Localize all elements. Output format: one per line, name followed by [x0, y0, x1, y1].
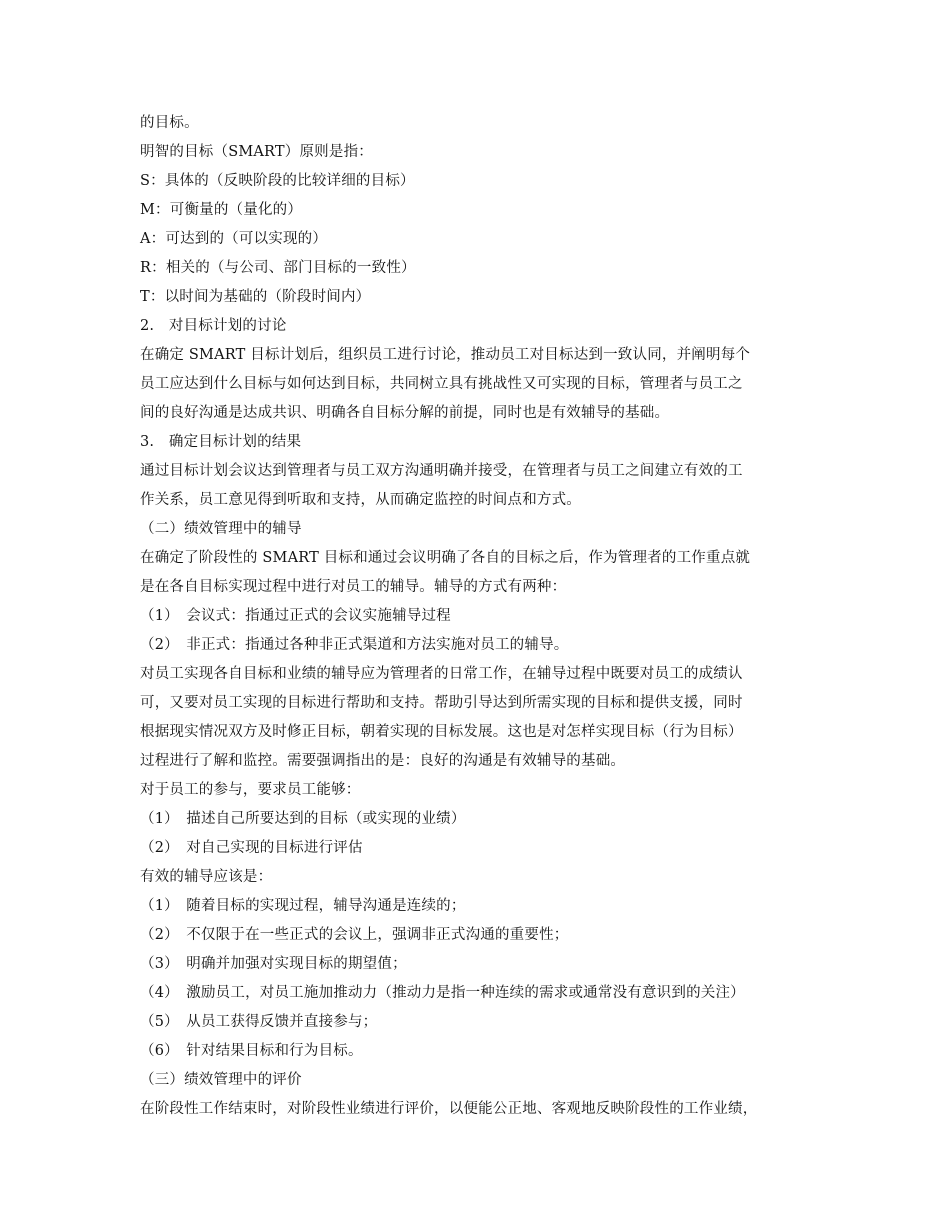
text-line: 对于员工的参与，要求员工能够：	[140, 782, 361, 798]
list-item: （4） 激励员工，对员工施加推动力（推动力是指一种连续的需求或通常没有意识到的关注）	[140, 985, 745, 1001]
text-line: S：具体的（反映阶段的比较详细的目标）	[140, 173, 415, 189]
list-item: （2） 对自己实现的目标进行评估	[140, 840, 363, 856]
text-line: 员工应达到什么目标与如何达到目标，共同树立具有挑战性又可实现的目标，管理者与员工之	[140, 376, 743, 392]
list-item: （2） 不仅限于在一些正式的会议上，强调非正式沟通的重要性；	[140, 927, 569, 943]
text-line: 明智的目标（SMART）原则是指：	[140, 144, 373, 160]
section-heading: （三）绩效管理中的评价	[140, 1072, 302, 1088]
list-item: （1） 会议式：指通过正式的会议实施辅导过程	[140, 608, 451, 624]
text-line: A：可达到的（可以实现的）	[140, 231, 328, 247]
list-item: （5） 从员工获得反馈并直接参与；	[140, 1014, 378, 1030]
text-line: T：以时间为基础的（阶段时间内）	[140, 289, 371, 305]
text-line: 在确定 SMART 目标计划后，组织员工进行讨论，推动员工对目标达到一致认同，并阐明每个	[140, 347, 751, 363]
text-line: 通过目标计划会议达到管理者与员工双方沟通明确并接受，在管理者与员工之间建立有效的工	[140, 463, 743, 479]
text-line: M：可衡量的（量化的）	[140, 202, 303, 218]
text-line: 间的良好沟通是达成共识、明确各自目标分解的前提，同时也是有效辅导的基础。	[140, 405, 670, 421]
list-item: （1） 描述自己所要达到的目标（或实现的业绩）	[140, 811, 466, 827]
section-heading: 2. 对目标计划的讨论	[140, 318, 287, 334]
list-item: （3） 明确并加强对实现目标的期望值；	[140, 956, 407, 972]
text-line: 在确定了阶段性的 SMART 目标和通过会议明确了各自的目标之后，作为管理者的工作重点就	[140, 550, 751, 566]
text-line: 是在各自目标实现过程中进行对员工的辅导。辅导的方式有两种：	[140, 579, 567, 595]
text-line: 对员工实现各自目标和业绩的辅导应为管理者的日常工作，在辅导过程中既要对员工的成绩认	[140, 666, 743, 682]
text-line: 根据现实情况双方及时修正目标，朝着实现的目标发展。这也是对怎样实现目标（行为目标）	[140, 724, 743, 740]
text-line: R：相关的（与公司、部门目标的一致性）	[140, 260, 416, 276]
text-line: 在阶段性工作结束时，对阶段性业绩进行评价，以便能公正地、客观地反映阶段性的工作业绩，	[140, 1101, 758, 1117]
text-line: 可，又要对员工实现的目标进行帮助和支持。帮助引导达到所需实现的目标和提供支援，同时	[140, 695, 743, 711]
section-heading: 3. 确定目标计划的结果	[140, 434, 302, 450]
text-line: 的目标。	[140, 115, 199, 131]
list-item: （1） 随着目标的实现过程，辅导沟通是连续的；	[140, 898, 466, 914]
section-heading: （二）绩效管理中的辅导	[140, 521, 302, 537]
text-line: 过程进行了解和监控。需要强调指出的是：良好的沟通是有效辅导的基础。	[140, 753, 626, 769]
list-item: （6） 针对结果目标和行为目标。	[140, 1043, 363, 1059]
text-line: 作关系，员工意见得到听取和支持，从而确定监控的时间点和方式。	[140, 492, 581, 508]
list-item: （2） 非正式：指通过各种非正式渠道和方法实施对员工的辅导。	[140, 637, 569, 653]
text-line: 有效的辅导应该是：	[140, 869, 273, 885]
